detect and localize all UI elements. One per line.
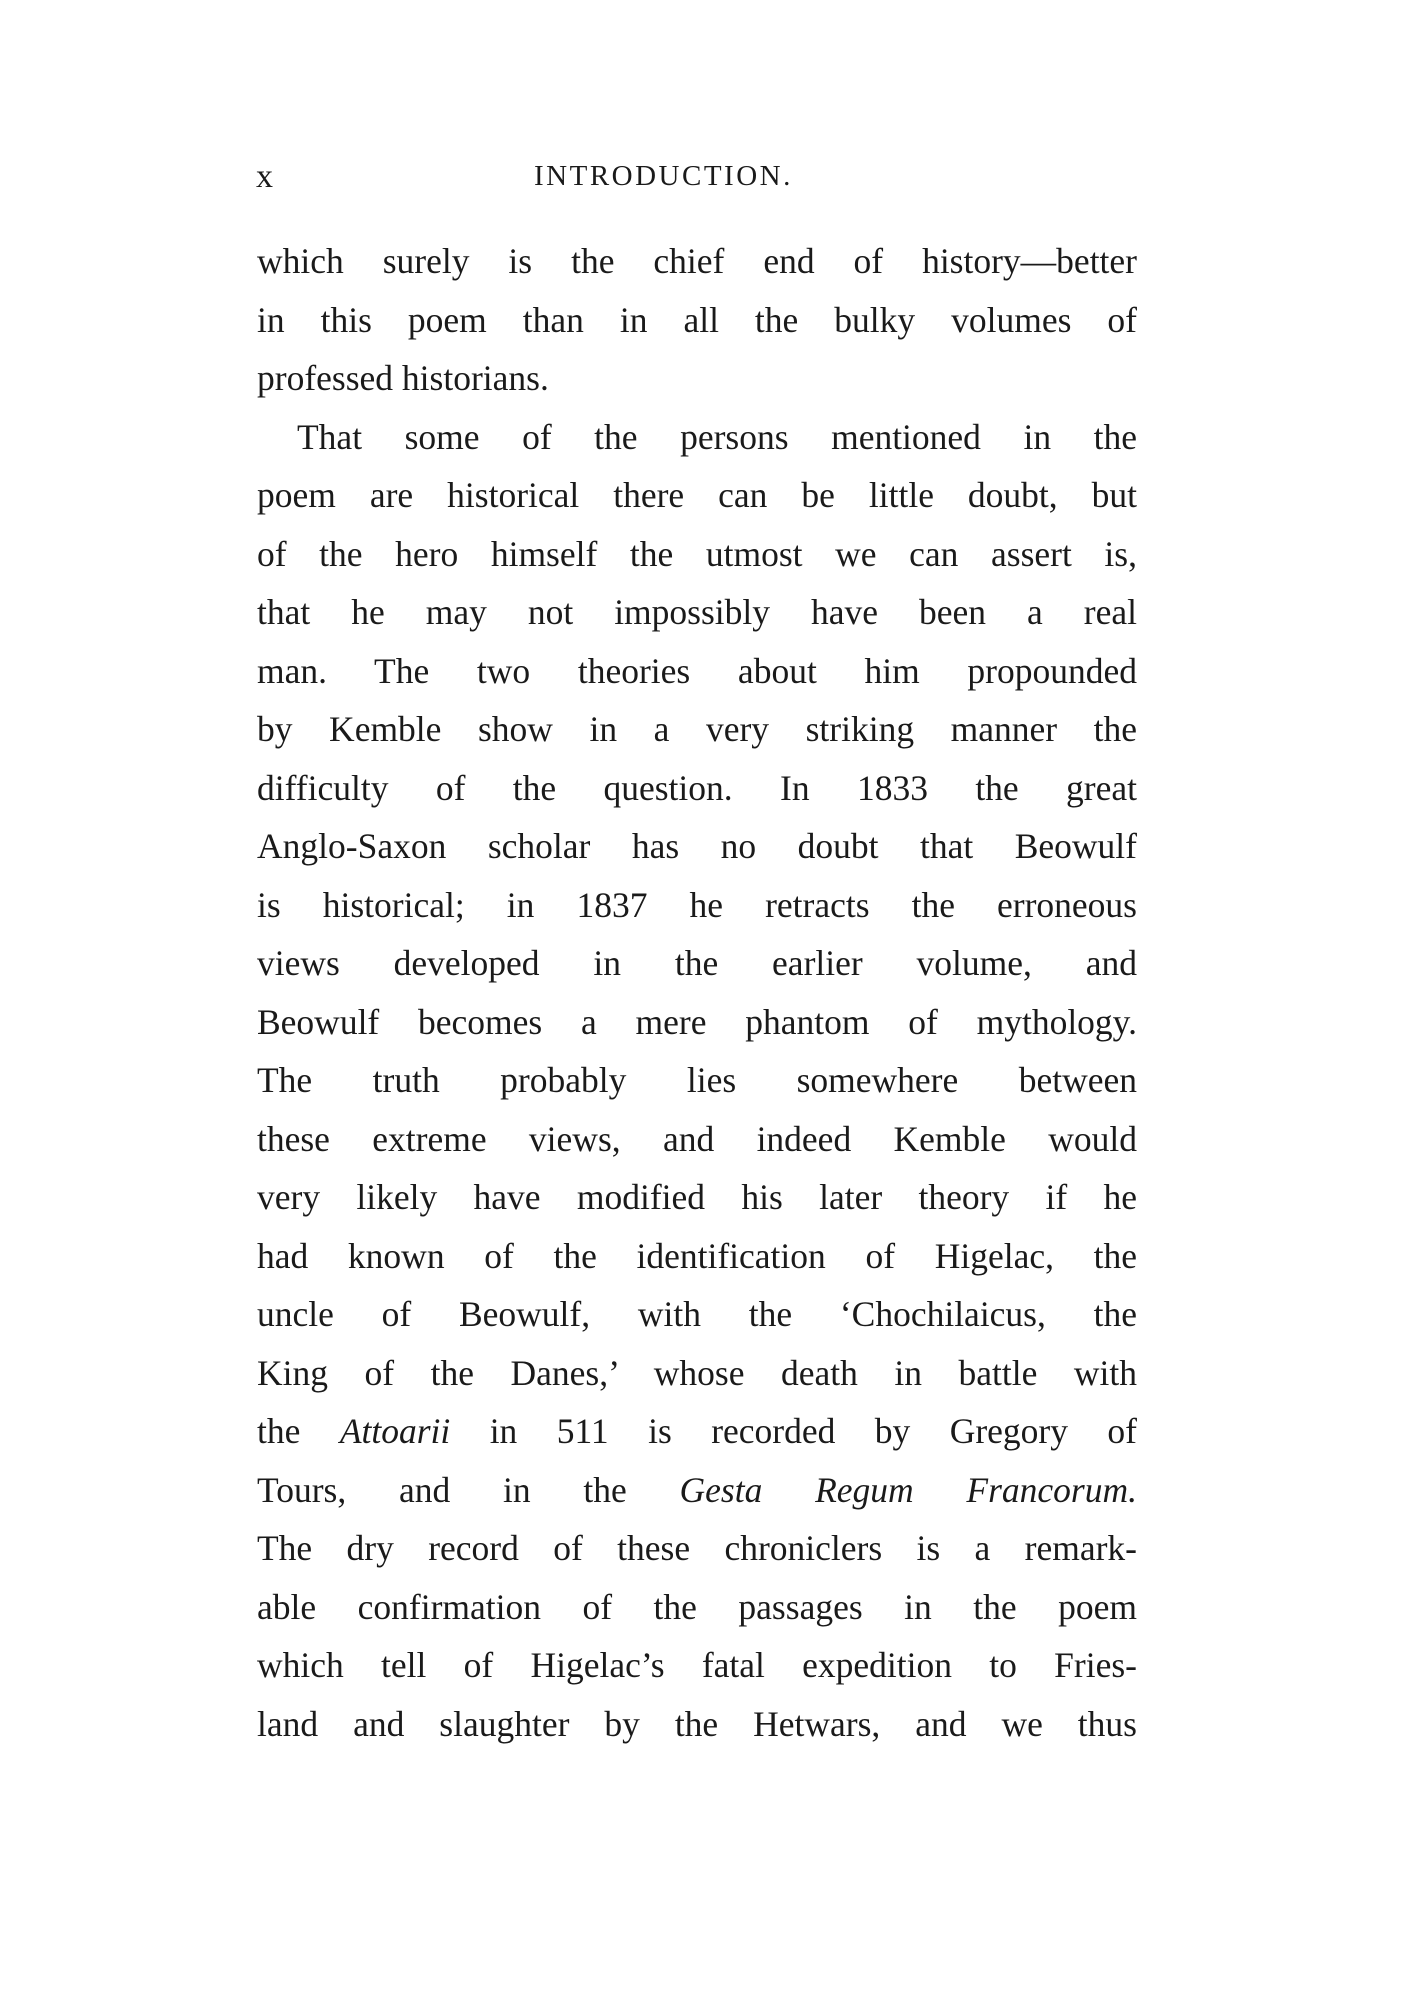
text-line: which surely is the chief end of history—better (257, 241, 1137, 281)
text-fragment: the (257, 1411, 340, 1451)
text-line: of the hero himself the utmost we can assert is, (257, 533, 1137, 574)
text-line: these extreme views, and indeed Kemble would (257, 1118, 1137, 1159)
text-line: that he may not impossibly have been a real (257, 592, 1137, 632)
text-line-italic (257, 1402, 1137, 1461)
page-header (254, 158, 1134, 198)
text-line: land and slaughter by the Hetwars, and we thus (257, 1703, 1137, 1744)
text-line: in this poem than in all the bulky volumes of (257, 299, 1137, 340)
italic-fragment: Attoarii (339, 1411, 451, 1451)
text-line: views developed in the earlier volume, and (257, 943, 1137, 983)
italic-fragment: Gesta Regum Francorum. (679, 1469, 1137, 1510)
text-line: poem are historical there can be little doubt, but (257, 475, 1137, 515)
text-line: The dry record of these chroniclers is a remark- (257, 1528, 1137, 1568)
text-line: Beowulf becomes a mere phantom of mythology. (257, 1001, 1137, 1042)
text-line: difficulty of the question. In 1833 the great (257, 767, 1137, 808)
text-line: King of the Danes,’ whose death in battle with (257, 1352, 1137, 1393)
running-head: INTRODUCTION. (534, 160, 793, 192)
page-number: x (256, 158, 274, 195)
text-line: professed historians. (257, 358, 549, 398)
text-line: very likely have modified his later theory if he (257, 1177, 1137, 1217)
text-line: man. The two theories about him propounded (257, 650, 1137, 691)
text-line: which tell of Higelac’s fatal expedition to Fries- (257, 1645, 1137, 1685)
body-text (257, 232, 1137, 1753)
text-line: able confirmation of the passages in the poem (257, 1586, 1137, 1627)
text-line: by Kemble show in a very striking manner the (257, 709, 1137, 749)
text-line-italic (257, 1461, 1137, 1520)
text-line: is historical; in 1837 he retracts the erroneous (257, 884, 1137, 925)
text-fragment: Tours, and in the (257, 1469, 680, 1510)
text-fragment: in 511 is recorded by Gregory of (450, 1411, 1138, 1451)
text-line: The truth probably lies somewhere between (257, 1060, 1137, 1100)
text-line: That some of the persons mentioned in the (297, 416, 1137, 457)
text-line: had known of the identification of Higelac, the (257, 1235, 1137, 1276)
text-line: Anglo-Saxon scholar has no doubt that Beowulf (257, 826, 1137, 866)
text-line: uncle of Beowulf, with the ‘Chochilaicus, the (257, 1294, 1137, 1334)
